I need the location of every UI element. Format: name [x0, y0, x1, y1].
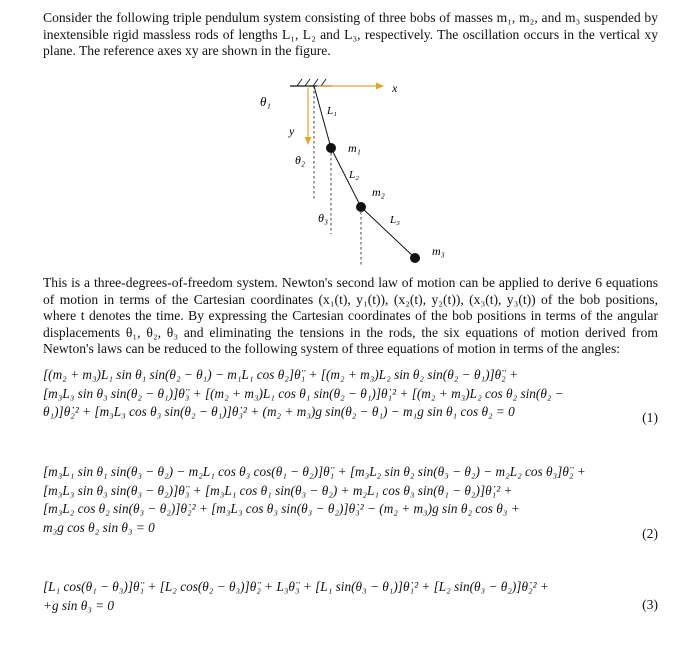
l1-label: L₁: [327, 105, 337, 117]
ceiling-hatch: [297, 79, 326, 86]
rod-3: [361, 207, 415, 258]
theta2-label: θ₂: [295, 153, 306, 167]
m2-label: m₂: [372, 185, 385, 199]
rod-1: [314, 86, 331, 148]
intro-paragraph: Consider the following triple pendulum system consisting of three bobs of masses m₁, m₂, and m₃ suspended by inextensible rigid massless rods of lengths L₁, L₂ and L₃, respectively. The oscillation occurs in the vertical xy plane. The reference axes xy are shown in the figure.: [43, 10, 658, 59]
equation-2-number: (2): [642, 526, 658, 541]
theta1-label: θ₁: [260, 94, 271, 109]
y-axis-label: y: [289, 124, 295, 138]
m1-label: m₁: [348, 141, 361, 155]
equation-1-line: [(m₂ + m₃)L₁ sin θ₁ sin(θ₂ − θ₁) − m₁L₁ cos θ₂]θ̈₁ + [(m₂ + m₃)L₂ sin θ₂ sin(θ₂ − θ₁)]θ̈₂ +: [43, 367, 519, 382]
y-axis-arrowhead: [305, 137, 312, 145]
body-paragraph: This is a three-degrees-of-freedom system. Newton's second law of motion can be applied to derive 6 equations of motion in terms of the Cartesian coordinates (x₁(t), y₁(t)), (x₂(t), y₂(t)), (x₃(t), y₃(t)) of the bob positions, where t denotes the time. By expressing the Cartesian coordinates of the bob positions in terms of the angular displacements θ₁, θ₂, θ₃ and eliminating the tensions in the rods, the six equations of motion derived from Newton's laws can be reduced to the following system of three equations of motion in terms of the angles:: [43, 275, 658, 357]
equation-2-line: m₃g cos θ₂ sin θ₃ = 0: [43, 519, 155, 535]
triple-pendulum-figure: [245, 76, 445, 268]
equation-1-line: [m₃L₃ sin θ₃ sin(θ₂ − θ₁)]θ̈₃ + [(m₂ + m₃)L₁ cos θ₁ sin(θ₂ − θ₁)]θ̇₁² + [(m₂ + m₃)L₂ cos θ₂ sin(θ₂ −: [43, 385, 564, 401]
theta3-label: θ₃: [318, 211, 329, 225]
x-axis-arrowhead: [376, 83, 384, 90]
equation-2: [43, 463, 658, 537]
equation-2-line: [m₃L₁ sin θ₁ sin(θ₃ − θ₂) − m₂L₁ cos θ₃ cos(θ₁ − θ₂)]θ̈₁ + [m₃L₂ sin θ₂ sin(θ₃ − θ₂) − m₂L₂ cos θ₃]θ̈₂ +: [43, 464, 586, 479]
equation-3-line: [L₁ cos(θ₁ − θ₃)]θ̈₁ + [L₂ cos(θ₂ − θ₃)]θ̈₂ + L₃θ̈₃ + [L₁ sin(θ₃ − θ₁)]θ̇₁² + [L₂ sin(θ₃ − θ₂)]θ̇₂² +: [43, 579, 549, 594]
equation-2-line: [m₃L₂ cos θ₂ sin(θ₃ − θ₂)]θ̇₂² + [m₃L₃ cos θ₃ sin(θ₃ − θ₂)]θ̇₃² − (m₂ + m₃)g sin θ₂ cos θ₃ +: [43, 501, 520, 516]
equation-3-line: +g sin θ₃ = 0: [43, 597, 115, 613]
x-axis-label: x: [392, 81, 398, 95]
l2-label: L₂: [349, 169, 359, 181]
m3-label: m₃: [432, 244, 445, 258]
equation-3-number: (3): [642, 597, 658, 612]
l3-label: L₃: [390, 214, 400, 226]
bob-2: [356, 202, 366, 212]
bob-1: [326, 143, 336, 153]
bob-3: [410, 253, 420, 263]
equation-1-line: θ₁)]θ̇₂² + [m₃L₃ cos θ₃ sin(θ₂ − θ₁)]θ̇₃² + (m₂ + m₃)g sin(θ₂ − θ₁) − m₁g sin θ₁ cos θ₂ = 0: [43, 404, 515, 419]
equation-1: [43, 366, 658, 422]
equation-3: [43, 578, 658, 615]
equation-2-line: [m₃L₃ sin θ₃ sin(θ₃ − θ₂)]θ̈₃ + [m₃L₁ cos θ₁ sin(θ₃ − θ₂) + m₂L₁ cos θ₃ sin(θ₁ − θ₂)]θ̇₁² +: [43, 482, 513, 498]
equation-1-number: (1): [642, 410, 658, 425]
